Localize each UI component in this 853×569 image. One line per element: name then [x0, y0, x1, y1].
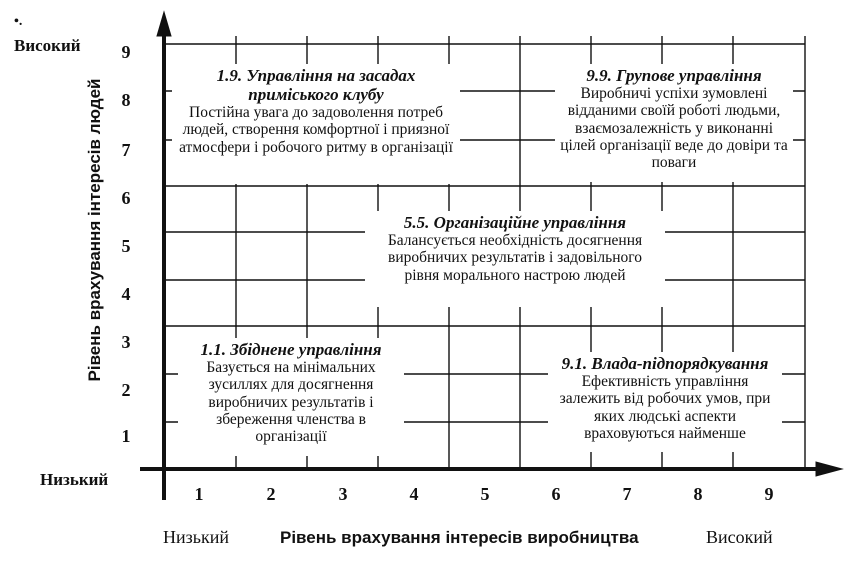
style-title-9-9: 9.9. Групове управління	[586, 66, 762, 85]
x-tick-label: 5	[480, 484, 490, 504]
style-box-9-1	[548, 352, 782, 452]
x-axis-low-label: Низький	[163, 527, 229, 547]
x-tick-label: 6	[551, 484, 561, 504]
y-tick-label: 4	[121, 284, 131, 304]
style-title-1-9: 1.9. Управління на засадах приміського клубу	[216, 66, 416, 105]
x-tick-label: 9	[764, 484, 774, 504]
y-axis-title: Рівень врахування інтересів людей	[85, 78, 104, 382]
y-tick-label: 7	[121, 140, 131, 160]
style-box-1-1	[178, 338, 404, 456]
x-tick-label: 2	[266, 484, 276, 504]
y-tick-label: 5	[121, 236, 131, 256]
y-axis-high-label: Високий	[14, 36, 81, 55]
y-axis-arrow-icon	[157, 12, 171, 36]
y-tick-label: 3	[121, 332, 131, 352]
y-axis-low-label: Низький	[40, 470, 109, 489]
style-box-9-9	[555, 64, 793, 182]
corner-mark: •.	[14, 14, 23, 29]
y-tick-label: 8	[121, 90, 131, 110]
x-axis-title: Рівень врахування інтересів виробництва	[280, 528, 639, 547]
style-description-1-9: Постійна увага до задоволення потреб людей, створення комфортної і приязної атмосфери і робочого ритму в організації	[179, 104, 453, 156]
x-axis-arrow-icon	[816, 462, 842, 476]
style-description-5-5: Балансується необхідність досягнення виробничих результатів і задовільного рівня морального настрою людей	[387, 232, 643, 284]
y-tick-label: 1	[121, 426, 131, 446]
x-tick-label: 4	[409, 484, 419, 504]
y-tick-label: 2	[121, 380, 131, 400]
style-title-5-5: 5.5. Організаційне управління	[403, 213, 627, 232]
style-title-9-1: 9.1. Влада-підпорядкування	[561, 354, 769, 373]
x-tick-label: 3	[338, 484, 348, 504]
x-axis-high-label: Високий	[706, 527, 773, 547]
x-tick-label: 1	[194, 484, 204, 504]
style-description-9-1: Ефективність управління залежить від робочих умов, при яких людські аспекти враховуються найменше	[559, 373, 771, 443]
y-tick-label: 6	[121, 188, 131, 208]
style-box-5-5	[365, 211, 665, 307]
style-title-1-1: 1.1. Збіднене управління	[200, 340, 382, 359]
style-description-9-9: Виробничі успіхи зумовлені відданими своїй роботі людьми, взаємозалежність у виконанні цілей організації веде до довіри та поваги	[560, 85, 788, 172]
x-tick-label: 7	[622, 484, 632, 504]
x-tick-label: 8	[693, 484, 703, 504]
y-tick-label: 9	[121, 42, 131, 62]
style-box-1-9	[172, 64, 460, 184]
style-description-1-1: Базується на мінімальних зусиллях для досягнення виробничих результатів і збереження членства в організації	[206, 359, 376, 446]
